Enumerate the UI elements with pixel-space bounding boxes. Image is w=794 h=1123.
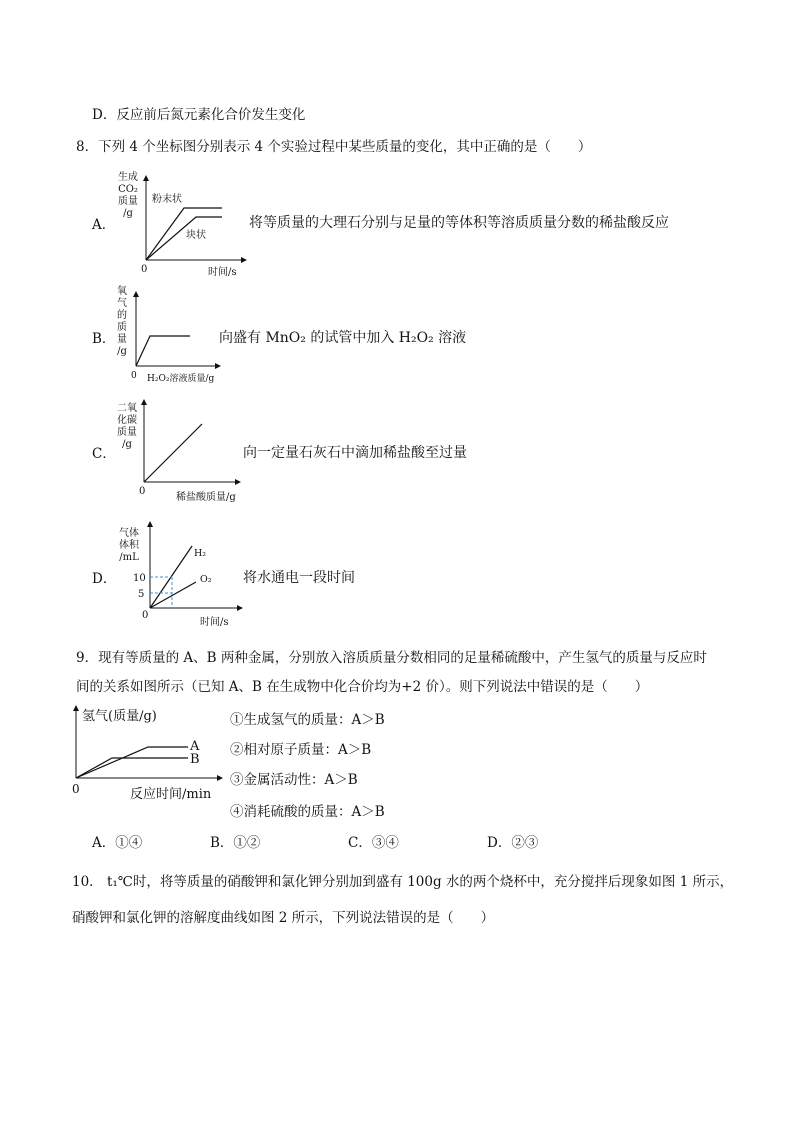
q9-curve-b: [76, 758, 188, 778]
q8-b-yaxis-4: 质: [117, 322, 127, 333]
q9-statement-4: ④消耗硫酸的质量：A＞B: [230, 804, 385, 820]
q8-b-oxygen-curve: [136, 336, 190, 366]
q8-a-origin: 0: [141, 264, 148, 275]
q7-option-d: D．反应前后氮元素化合价发生变化: [92, 107, 306, 123]
q8-d-yaxis-3: /mL: [119, 552, 139, 563]
q8-c-yaxis-1: 二氧: [117, 403, 137, 414]
q8-d-o2-line: [150, 582, 196, 608]
q8-d-h2-label: H₂: [194, 548, 207, 559]
q8-d-chart: [130, 518, 245, 621]
q8-d-description: 将水通电一段时间: [243, 570, 355, 586]
q8-a-block-curve: [146, 217, 222, 260]
q8-c-origin: 0: [139, 486, 146, 497]
q9-choice-c: C．③④: [348, 835, 399, 851]
q8-a-yaxis-2: CO₂: [118, 184, 138, 195]
q8-c-yaxis-2: 化碳: [117, 415, 137, 426]
q9-origin: 0: [72, 782, 80, 796]
q9-curve-a: [76, 747, 188, 778]
q8-c-label: C．: [92, 446, 116, 462]
q9-statement-2: ②相对原子质量：A＞B: [230, 742, 372, 758]
q8-c-description: 向一定量石灰石中滴加稀盐酸至过量: [243, 445, 467, 461]
q10-stem-line1: 10． t₁℃时，将等质量的硝酸钾和氯化钾分别加到盛有 100g 水的两个烧杯中，充分搅拌后现象如图 1 所示，: [72, 874, 734, 890]
q8-d-o2-label: O₂: [200, 574, 212, 585]
q8-c-yaxis-4: /g: [122, 439, 132, 450]
q9-label-a: A: [190, 739, 200, 754]
q8-a-description: 将等质量的大理石分别与足量的等体积等溶质质量分数的稀盐酸反应: [249, 215, 669, 231]
q8-a-powder-label: 粉末状: [152, 194, 182, 205]
q9-statement-1: ①生成氢气的质量：A＞B: [230, 712, 385, 728]
q8-b-yaxis-2: 气: [117, 298, 127, 309]
q8-b-yaxis: [116, 286, 128, 358]
q8-d-tick-5: 5: [138, 589, 145, 600]
q8-a-yaxis-4: /g: [123, 208, 133, 219]
q9-label-b: B: [190, 752, 200, 767]
q8-b-yaxis-6: /g: [117, 346, 127, 357]
q8-d-xaxis: 时间/s: [200, 617, 229, 628]
q8-d-origin: 0: [142, 610, 149, 621]
q8-b-yaxis-3: 的: [117, 310, 127, 321]
q8-d-yaxis-2: 体积: [119, 540, 139, 551]
q9-choice-d: D．②③: [487, 835, 539, 851]
q8-a-xaxis: 时间/s: [208, 267, 237, 278]
q8-a-label: A．: [92, 217, 116, 233]
q8-c-co2-curve: [144, 424, 202, 482]
q9-statement-3: ③金属活动性：A＞B: [230, 772, 358, 788]
q8-c-yaxis-3: 质量: [117, 427, 137, 438]
q10-stem-line2: 硝酸钾和氯化钾的溶解度曲线如图 2 所示，下列说法错误的是（ ）: [72, 910, 495, 926]
q9-xaxis: 反应时间/min: [130, 787, 212, 802]
q8-c-xaxis: 稀盐酸质量/g: [176, 492, 236, 503]
q8-a-block-label: 块状: [186, 230, 206, 241]
q8-stem: 8．下列 4 个坐标图分别表示 4 个实验过程中某些质量的变化，其中正确的是（ ）: [76, 139, 592, 155]
q8-b-label: B．: [92, 331, 116, 347]
q8-c-chart: [136, 396, 246, 496]
q8-a-yaxis-1: 生成: [118, 172, 138, 183]
q9-stem-line2: 间的关系如图所示（已知 A、B 在生成物中化合价均为+2 价）。则下列说法中错误的是（ ）: [76, 679, 649, 695]
q8-a-yaxis: [117, 172, 139, 220]
q8-d-label: D．: [92, 571, 117, 587]
q9-choice-a: A．①④: [92, 835, 143, 851]
q8-a-powder-curve: [146, 208, 222, 260]
q8-b-xaxis: H₂O₂溶液质量/g: [147, 374, 215, 384]
q9-choice-b: B．①②: [210, 835, 261, 851]
q8-b-origin: 0: [131, 371, 137, 381]
q9-stem-line1: 9．现有等质量的 A、B 两种金属，分别放入溶质质量分数相同的足量稀硫酸中，产生氢气的质量与反应时: [76, 650, 707, 666]
q8-d-tick-10: 10: [133, 573, 146, 584]
q9-yaxis: 氢气(质量/g): [82, 709, 157, 724]
q8-b-description: 向盛有 MnO₂ 的试管中加入 H₂O₂ 溶液: [219, 330, 467, 346]
q8-b-yaxis-5: 量: [117, 334, 127, 345]
q8-d-yaxis-1: 气体: [119, 528, 139, 539]
q8-a-yaxis-3: 质量: [118, 196, 138, 207]
q8-b-yaxis-1: 氧: [117, 286, 127, 297]
